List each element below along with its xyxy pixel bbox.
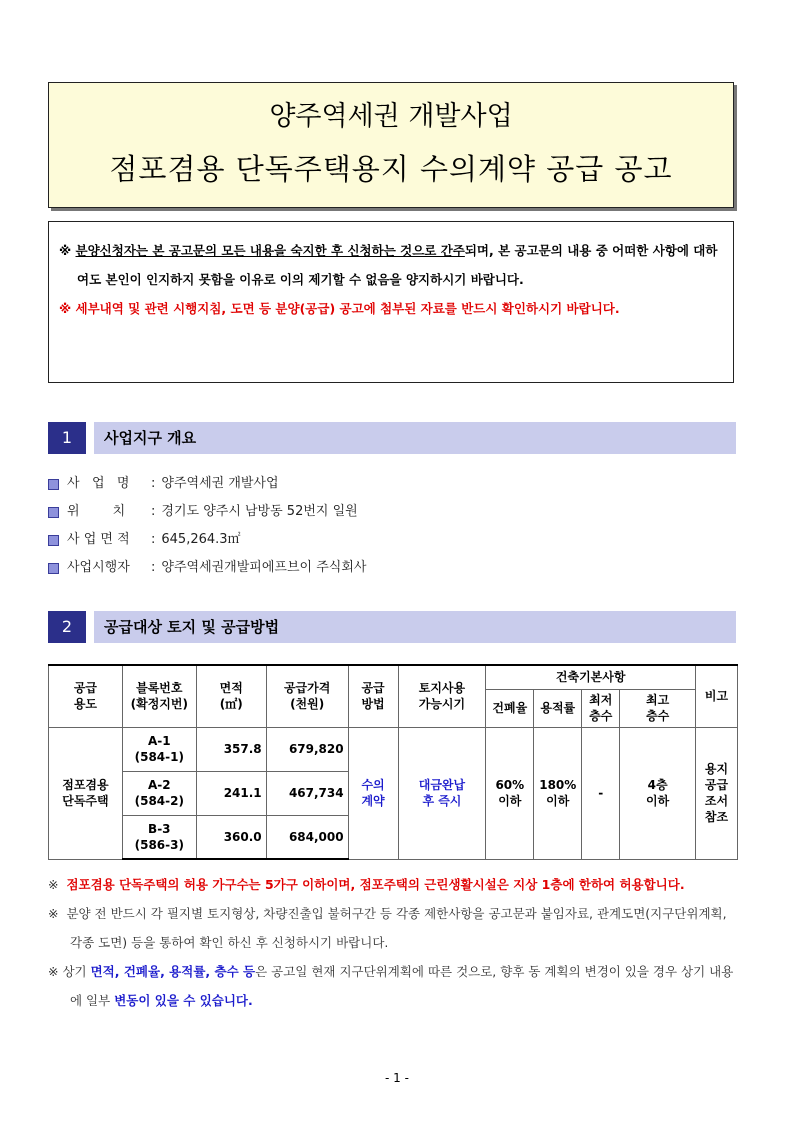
cell-block: B-3 (586-3) xyxy=(122,815,196,859)
square-bullet-icon xyxy=(48,563,59,574)
cell-price: 684,000 xyxy=(266,815,348,859)
title-line-2: 점포겸용 단독주택용지 수의계약 공급 공고 xyxy=(109,152,673,186)
overview-item-developer xyxy=(48,554,366,582)
overview-colon: : xyxy=(151,504,156,519)
cell-min-floors: - xyxy=(582,727,620,859)
note-mark: ※ xyxy=(48,964,59,979)
cell-far: 180% 이하 xyxy=(534,727,582,859)
square-bullet-icon xyxy=(48,507,59,518)
header-max-floors: 최고 층수 xyxy=(620,689,696,727)
section-2-number: 2 xyxy=(48,611,86,643)
project-overview-list xyxy=(48,470,366,582)
overview-item-name xyxy=(48,470,366,498)
supply-table xyxy=(48,664,738,860)
notice-text-rest: 되며, 본 공고문의 내용 중 어떠한 사항에 대하여도 본인이 인지하지 못함을 이유로 이의 제기할 수 없음을 양지하시기 바랍니다. xyxy=(77,243,718,287)
overview-item-location xyxy=(48,498,366,526)
cell-price: 679,820 xyxy=(266,727,348,771)
note-3 xyxy=(48,957,738,1015)
cell-method: 수의 계약 xyxy=(348,727,398,859)
section-1-label: 사업지구 개요 xyxy=(94,422,736,454)
note-3-part-d: 변동이 있을 수 있습니다. xyxy=(114,993,253,1008)
note-1 xyxy=(48,870,738,899)
cell-max-floors: 4층 이하 xyxy=(620,727,696,859)
cell-block: A-2 (584-2) xyxy=(122,771,196,815)
cell-remark: 용지 공급 조서 참조 xyxy=(696,727,738,859)
title-line-1: 양주역세권 개발사업 xyxy=(269,101,513,132)
section-1-header xyxy=(48,422,736,454)
cell-coverage: 60% 이하 xyxy=(486,727,534,859)
overview-value: 양주역세권 개발사업 xyxy=(161,476,279,491)
cell-block: A-1 (584-1) xyxy=(122,727,196,771)
note-1-text: 점포겸용 단독주택의 허용 가구수는 5가구 이하이며, 점포주택의 근린생활시설은 지상 1층에 한하여 허용합니다. xyxy=(66,877,685,892)
note-3-part-b: 면적, 건폐율, 용적률, 층수 등 xyxy=(90,964,256,979)
notice-box xyxy=(48,221,734,383)
header-area: 면적 (㎡) xyxy=(196,665,266,727)
square-bullet-icon xyxy=(48,535,59,546)
note-2 xyxy=(48,899,738,957)
header-building: 건축기본사항 xyxy=(486,665,696,689)
header-min-floors: 최저 층수 xyxy=(582,689,620,727)
overview-key: 사업시행자 xyxy=(67,560,130,575)
title-box xyxy=(48,82,734,208)
overview-value: 양주역세권개발피에프브이 주식회사 xyxy=(161,560,367,575)
note-3-part-a: 상기 xyxy=(62,964,91,979)
section-1-number: 1 xyxy=(48,422,86,454)
note-3-part-c: 은 공고일 현재 지구단위계획에 따른 것으로, 향후 동 계획의 변경이 있을 경우 상기 내용에 일부 xyxy=(70,964,734,1008)
overview-key: 사 업 면 적 xyxy=(67,532,130,547)
notice-mark: ※ xyxy=(59,243,72,258)
header-land-use: 토지사용 가능시기 xyxy=(398,665,486,727)
cell-area: 241.1 xyxy=(196,771,266,815)
notes-section xyxy=(48,870,738,1015)
header-block: 블록번호 (확정지번) xyxy=(122,665,196,727)
overview-item-area xyxy=(48,526,366,554)
section-2-label: 공급대상 토지 및 공급방법 xyxy=(94,611,736,643)
header-method: 공급 방법 xyxy=(348,665,398,727)
cell-use: 점포겸용 단독주택 xyxy=(49,727,123,859)
note-mark: ※ xyxy=(48,906,59,921)
header-coverage: 건폐율 xyxy=(486,689,534,727)
note-mark: ※ xyxy=(48,877,59,892)
overview-colon: : xyxy=(151,476,156,491)
overview-colon: : xyxy=(151,560,156,575)
header-far: 용적률 xyxy=(534,689,582,727)
header-use: 공급 용도 xyxy=(49,665,123,727)
overview-value: 645,264.3㎡ xyxy=(161,532,241,547)
notice-red-text: 세부내역 및 관련 시행지침, 도면 등 분양(공급) 공고에 첨부된 자료를 반드시 확인하시기 바랍니다. xyxy=(75,301,620,316)
notice-mark-2: ※ xyxy=(59,301,72,316)
notice-paragraph-2 xyxy=(59,294,727,323)
cell-area: 360.0 xyxy=(196,815,266,859)
note-2-text: 분양 전 반드시 각 필지별 토지형상, 차량진출입 불허구간 등 각종 제한사항을 공고문과 붙임자료, 관계도면(지구단위계획, 각종 도면) 등을 통하여 확인 하신 후 신청하시기 바랍니다. xyxy=(66,906,727,950)
page-number: - 1 - xyxy=(385,1071,409,1085)
cell-area: 357.8 xyxy=(196,727,266,771)
notice-paragraph-1 xyxy=(59,236,727,294)
overview-key: 사 업 명 xyxy=(67,476,130,491)
overview-value: 경기도 양주시 남방동 52번지 일원 xyxy=(161,504,358,519)
overview-colon: : xyxy=(151,532,156,547)
header-remark: 비고 xyxy=(696,665,738,727)
overview-key: 위 치 xyxy=(67,504,126,519)
notice-underlined-text: 분양신청자는 본 공고문의 모든 내용을 숙지한 후 신청하는 것으로 간주 xyxy=(75,243,465,258)
square-bullet-icon xyxy=(48,479,59,490)
cell-land-use: 대금완납 후 즉시 xyxy=(398,727,486,859)
header-price: 공급가격 (천원) xyxy=(266,665,348,727)
table-row xyxy=(49,727,738,771)
cell-price: 467,734 xyxy=(266,771,348,815)
section-2-header xyxy=(48,611,736,643)
